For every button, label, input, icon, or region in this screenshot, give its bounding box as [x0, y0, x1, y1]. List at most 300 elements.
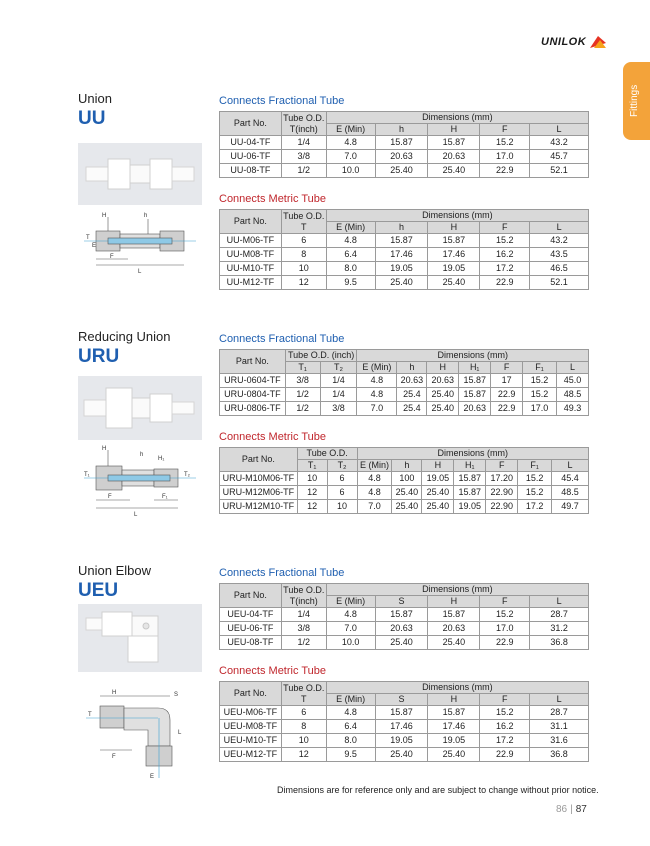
drawing-label-t1: T₁ — [84, 472, 90, 478]
table-cell: 4.8 — [326, 234, 375, 248]
table-row — [220, 136, 589, 150]
page-number-left: 86 — [556, 804, 568, 815]
table-cell: 31.2 — [530, 622, 589, 636]
table-cell: 25.40 — [422, 500, 454, 514]
table-row — [220, 112, 589, 124]
table-cell: 4.8 — [357, 472, 392, 486]
table-cell: 25.40 — [427, 402, 459, 416]
table-cell: UEU-06-TF — [220, 622, 282, 636]
th-h1: H₁ — [454, 460, 486, 472]
table-cell: 19.05 — [428, 262, 480, 276]
table-cell: 22.9 — [480, 276, 530, 290]
table-cell: 15.87 — [459, 388, 491, 402]
table-cell: 15.2 — [480, 136, 530, 150]
table-row — [220, 706, 589, 720]
table-cell: 28.7 — [530, 608, 589, 622]
table-cell: 25.4 — [397, 388, 427, 402]
th-tube-od: Tube O.D. (inch) — [285, 350, 357, 362]
table-row — [220, 388, 589, 402]
table-cell: 10 — [281, 734, 326, 748]
table-cell: 20.63 — [428, 150, 480, 164]
table-cell: 7.0 — [326, 150, 375, 164]
table-cell: 43.2 — [530, 234, 589, 248]
table-cell: 17.46 — [375, 248, 428, 262]
th-l: L — [530, 124, 589, 136]
technical-drawing-ueu — [78, 684, 202, 782]
table-cell: UU-M12-TF — [220, 276, 282, 290]
table-cell: URU-0804-TF — [220, 388, 286, 402]
side-tab-label: Fittings — [629, 84, 640, 117]
table-cell: 17.20 — [486, 472, 518, 486]
unilok-logo — [541, 34, 608, 50]
table-row — [220, 720, 589, 734]
table-cell: 1/2 — [281, 164, 326, 178]
table-cell: 20.63 — [459, 402, 491, 416]
section-title-union: Union — [78, 91, 112, 106]
table-cell: 36.8 — [530, 636, 589, 650]
page-numbers — [556, 804, 587, 815]
th-s: S — [375, 596, 428, 608]
table-ueu-metric — [219, 681, 589, 762]
drawing-label-l: L — [134, 512, 138, 518]
table-cell: 16.2 — [480, 720, 530, 734]
table-cell: 8 — [281, 720, 326, 734]
th-dimensions: Dimensions (mm) — [326, 682, 588, 694]
table-cell: 15.87 — [428, 608, 480, 622]
table-cell: 6 — [281, 706, 326, 720]
table-cell: 22.9 — [480, 636, 530, 650]
table-cell: 1/4 — [320, 388, 357, 402]
th-t1: T₁ — [297, 460, 327, 472]
table-cell: 9.5 — [326, 276, 375, 290]
table-row — [220, 402, 589, 416]
table-row — [220, 248, 589, 262]
table-cell: 3/8 — [281, 622, 326, 636]
drawing-label-h-lower: h — [144, 213, 148, 219]
drawing-label-l: L — [138, 269, 142, 275]
table-cell: 25.40 — [428, 748, 480, 762]
side-tab-fittings[interactable] — [623, 62, 650, 140]
table-cell: 19.05 — [375, 734, 428, 748]
table-cell: UEU-M12-TF — [220, 748, 282, 762]
table-ueu-fractional — [219, 583, 589, 650]
table-cell: 22.9 — [491, 388, 523, 402]
th-dimensions: Dimensions (mm) — [326, 210, 588, 222]
table-cell: 22.9 — [491, 402, 523, 416]
table-row — [220, 748, 589, 762]
table-row — [220, 486, 589, 500]
table-cell: 16.2 — [480, 248, 530, 262]
table-cell: 17.2 — [480, 734, 530, 748]
table-cell: 12 — [297, 500, 327, 514]
caption-uu-fractional: Connects Fractional Tube — [219, 95, 345, 107]
th-f: F — [480, 596, 530, 608]
drawing-label-h-upper: H — [102, 446, 107, 452]
table-cell: 1/2 — [285, 402, 320, 416]
drawing-label-s: S — [174, 692, 179, 698]
table-cell: 31.6 — [530, 734, 589, 748]
caption-ueu-metric: Connects Metric Tube — [219, 665, 326, 677]
table-row — [220, 210, 589, 222]
table-cell: 15.2 — [518, 486, 552, 500]
table-cell: 25.40 — [428, 164, 480, 178]
th-t2: T₂ — [327, 460, 357, 472]
th-l: L — [530, 596, 589, 608]
th-e-min: E (Min) — [326, 596, 375, 608]
table-cell: 25.40 — [375, 164, 428, 178]
table-cell: 25.40 — [422, 486, 454, 500]
th-l: L — [557, 362, 589, 374]
table-cell: 15.87 — [375, 136, 428, 150]
table-cell: 19.05 — [428, 734, 480, 748]
section-title-reducing-union: Reducing Union — [78, 329, 171, 344]
table-cell: 6.4 — [326, 248, 375, 262]
th-part-no: Part No. — [220, 112, 282, 136]
th-t2: T₂ — [320, 362, 357, 374]
th-tube-od: Tube O.D. T — [283, 682, 325, 704]
table-row — [220, 608, 589, 622]
table-cell: 17.0 — [523, 402, 557, 416]
table-cell: 25.4 — [397, 402, 427, 416]
th-t1: T₁ — [285, 362, 320, 374]
table-cell: URU-M12M06-TF — [220, 486, 298, 500]
th-tube-od: Tube O.D. T(inch) — [283, 584, 325, 606]
logo-mark-icon — [588, 34, 608, 50]
drawing-label-f: F — [112, 754, 116, 760]
th-f1: F₁ — [523, 362, 557, 374]
th-e-min: E (Min) — [326, 124, 375, 136]
product-photo-uru — [78, 376, 202, 440]
table-cell: URU-0806-TF — [220, 402, 286, 416]
table-row — [220, 734, 589, 748]
table-cell: 46.5 — [530, 262, 589, 276]
drawing-label-h-lower: h — [140, 452, 144, 458]
table-cell: UU-M06-TF — [220, 234, 282, 248]
table-cell: 15.87 — [428, 234, 480, 248]
disclaimer-note: Dimensions are for reference only and are subject to change without prior notice. — [277, 785, 599, 795]
product-photo-uu — [78, 143, 202, 205]
table-cell: 52.1 — [530, 276, 589, 290]
table-uu-fractional — [219, 111, 589, 178]
table-cell: 17.46 — [375, 720, 428, 734]
table-cell: 17.2 — [518, 500, 552, 514]
th-f: F — [480, 694, 530, 706]
table-cell: 20.63 — [397, 374, 427, 388]
table-cell: 49.3 — [557, 402, 589, 416]
drawing-label-t: T — [88, 712, 92, 718]
drawing-label-h: H — [112, 690, 117, 696]
th-H: H — [428, 124, 480, 136]
table-cell: 12 — [281, 748, 326, 762]
table-cell: 15.2 — [523, 374, 557, 388]
table-cell: 6 — [327, 472, 357, 486]
table-cell: 4.8 — [357, 486, 392, 500]
table-cell: UU-06-TF — [220, 150, 282, 164]
th-h: h — [392, 460, 422, 472]
table-cell: 25.40 — [375, 636, 428, 650]
th-f: F — [480, 222, 530, 234]
drawing-label-h1: H₁ — [158, 456, 165, 462]
table-cell: 15.87 — [454, 472, 486, 486]
table-cell: 25.40 — [375, 276, 428, 290]
th-e-min: E (Min) — [326, 222, 375, 234]
table-cell: 9.5 — [326, 748, 375, 762]
table-cell: 17.46 — [428, 248, 480, 262]
th-dimensions: Dimensions (mm) — [357, 448, 589, 460]
reducing-union-photo-icon — [78, 376, 202, 440]
th-e-min: E (Min) — [357, 460, 392, 472]
th-H: H — [428, 596, 480, 608]
table-cell: 3/8 — [281, 150, 326, 164]
th-part-no: Part No. — [220, 350, 286, 374]
th-part-no: Part No. — [220, 682, 282, 706]
table-cell: 10 — [297, 472, 327, 486]
table-row — [220, 350, 589, 362]
table-cell: 22.9 — [480, 164, 530, 178]
table-cell: 12 — [297, 486, 327, 500]
th-tube-od: Tube O.D. T(inch) — [283, 112, 325, 134]
th-tube-od: Tube O.D. — [297, 448, 357, 460]
table-cell: 17.0 — [480, 150, 530, 164]
table-cell: 15.87 — [428, 136, 480, 150]
table-cell: 15.2 — [480, 608, 530, 622]
table-cell: 6 — [281, 234, 326, 248]
logo-text: UNILOK — [541, 36, 587, 48]
table-cell: 1/2 — [281, 636, 326, 650]
table-cell: 15.2 — [480, 234, 530, 248]
th-part-no: Part No. — [220, 448, 298, 472]
table-cell: 7.0 — [326, 622, 375, 636]
drawing-label-f1: F₁ — [162, 494, 168, 500]
th-dimensions: Dimensions (mm) — [326, 584, 588, 596]
table-row — [220, 682, 589, 694]
drawing-label-f: F — [110, 254, 114, 260]
table-cell: 4.8 — [357, 388, 397, 402]
th-tube-od: Tube O.D. T — [283, 210, 325, 232]
table-row — [220, 276, 589, 290]
table-row — [220, 500, 589, 514]
table-cell: 1/2 — [285, 388, 320, 402]
table-cell: 8 — [281, 248, 326, 262]
th-H: H — [428, 222, 480, 234]
table-cell: 12 — [281, 276, 326, 290]
product-photo-ueu — [78, 604, 202, 672]
page-number-right: 87 — [575, 804, 587, 815]
table-cell: 10.0 — [326, 164, 375, 178]
drawing-label-t: T — [86, 235, 90, 241]
table-cell: 22.90 — [486, 500, 518, 514]
th-part-no: Part No. — [220, 584, 282, 608]
table-row — [220, 448, 589, 460]
section-code-ueu: UEU — [78, 580, 119, 601]
table-cell: URU-M12M10-TF — [220, 500, 298, 514]
table-cell: 15.2 — [518, 472, 552, 486]
table-cell: 4.8 — [357, 374, 397, 388]
th-l: L — [552, 460, 589, 472]
table-cell: 31.1 — [530, 720, 589, 734]
caption-uru-fractional: Connects Fractional Tube — [219, 333, 345, 345]
table-cell: 45.4 — [552, 472, 589, 486]
table-cell: 43.2 — [530, 136, 589, 150]
table-row — [220, 374, 589, 388]
th-H: H — [427, 362, 459, 374]
table-cell: 6.4 — [326, 720, 375, 734]
table-cell: 19.05 — [454, 500, 486, 514]
table-cell: 4.8 — [326, 136, 375, 150]
table-cell: 22.9 — [480, 748, 530, 762]
table-cell: UU-M10-TF — [220, 262, 282, 276]
caption-uu-metric: Connects Metric Tube — [219, 193, 326, 205]
table-cell: 45.0 — [557, 374, 589, 388]
table-cell: UEU-08-TF — [220, 636, 282, 650]
section-code-uru: URU — [78, 346, 120, 367]
table-cell: 25.40 — [375, 748, 428, 762]
table-cell: UU-04-TF — [220, 136, 282, 150]
table-row — [220, 234, 589, 248]
th-dimensions: Dimensions (mm) — [326, 112, 588, 124]
drawing-label-t2: T₂ — [184, 472, 190, 478]
table-cell: 52.1 — [530, 164, 589, 178]
th-f: F — [486, 460, 518, 472]
table-cell: UEU-M06-TF — [220, 706, 282, 720]
table-uru-metric — [219, 447, 589, 514]
table-cell: 48.5 — [552, 486, 589, 500]
table-cell: 10.0 — [326, 636, 375, 650]
table-cell: 20.63 — [428, 622, 480, 636]
th-part-no: Part No. — [220, 210, 282, 234]
table-cell: 25.40 — [392, 500, 422, 514]
th-e-min: E (Min) — [357, 362, 397, 374]
reducing-union-drawing-icon — [78, 442, 202, 520]
table-cell: 10 — [327, 500, 357, 514]
table-cell: 19.05 — [375, 262, 428, 276]
table-cell: 25.40 — [392, 486, 422, 500]
table-cell: UEU-M10-TF — [220, 734, 282, 748]
table-cell: URU-M10M06-TF — [220, 472, 298, 486]
table-cell: UU-08-TF — [220, 164, 282, 178]
table-cell: URU-0604-TF — [220, 374, 286, 388]
drawing-label-l: L — [178, 730, 182, 736]
technical-drawing-uu — [78, 207, 202, 277]
table-cell: 15.87 — [375, 234, 428, 248]
drawing-label-f: F — [108, 494, 112, 500]
table-cell: 22.90 — [486, 486, 518, 500]
table-cell: 1/4 — [281, 608, 326, 622]
table-cell: UU-M08-TF — [220, 248, 282, 262]
table-cell: 4.8 — [326, 706, 375, 720]
table-row — [220, 164, 589, 178]
table-cell: 20.63 — [375, 150, 428, 164]
table-row — [220, 636, 589, 650]
th-h1: H₁ — [459, 362, 491, 374]
table-cell: 17.46 — [428, 720, 480, 734]
table-cell: 6 — [327, 486, 357, 500]
table-row — [220, 262, 589, 276]
table-cell: 36.8 — [530, 748, 589, 762]
table-cell: 15.87 — [428, 706, 480, 720]
technical-drawing-uru — [78, 442, 202, 520]
th-h: h — [375, 124, 428, 136]
drawing-label-e: E — [92, 243, 97, 249]
union-drawing-icon — [78, 207, 202, 277]
drawing-label-h-upper: H — [102, 213, 107, 219]
table-cell: 7.0 — [357, 402, 397, 416]
table-cell: 1/4 — [281, 136, 326, 150]
table-row — [220, 584, 589, 596]
table-cell: 20.63 — [375, 622, 428, 636]
table-cell: 7.0 — [357, 500, 392, 514]
table-cell: 8.0 — [326, 262, 375, 276]
table-cell: 15.87 — [454, 486, 486, 500]
table-cell: 10 — [281, 262, 326, 276]
table-cell: UEU-M08-TF — [220, 720, 282, 734]
th-l: L — [530, 694, 589, 706]
table-cell: 100 — [392, 472, 422, 486]
table-cell: 19.05 — [422, 472, 454, 486]
th-l: L — [530, 222, 589, 234]
table-cell: 28.7 — [530, 706, 589, 720]
table-cell: 15.87 — [375, 706, 428, 720]
table-cell: 49.7 — [552, 500, 589, 514]
table-cell: 15.2 — [523, 388, 557, 402]
section-title-union-elbow: Union Elbow — [78, 563, 151, 578]
table-cell: 25.40 — [428, 636, 480, 650]
caption-ueu-fractional: Connects Fractional Tube — [219, 567, 345, 579]
table-cell: 43.5 — [530, 248, 589, 262]
table-cell: 25.40 — [427, 388, 459, 402]
table-cell: 3/8 — [320, 402, 357, 416]
th-H: H — [422, 460, 454, 472]
table-row — [220, 622, 589, 636]
table-cell: 25.40 — [428, 276, 480, 290]
table-cell: 20.63 — [427, 374, 459, 388]
union-photo-icon — [78, 143, 202, 205]
table-cell: 3/8 — [285, 374, 320, 388]
th-h: h — [397, 362, 427, 374]
table-row — [220, 472, 589, 486]
table-cell: 8.0 — [326, 734, 375, 748]
drawing-label-e: E — [150, 774, 155, 780]
th-dimensions: Dimensions (mm) — [357, 350, 589, 362]
table-cell: 48.5 — [557, 388, 589, 402]
table-cell: 17.2 — [480, 262, 530, 276]
table-row — [220, 150, 589, 164]
th-f: F — [491, 362, 523, 374]
th-s: S — [375, 694, 428, 706]
table-uu-metric — [219, 209, 589, 290]
th-f: F — [480, 124, 530, 136]
table-cell: UEU-04-TF — [220, 608, 282, 622]
table-cell: 1/4 — [320, 374, 357, 388]
th-H: H — [428, 694, 480, 706]
th-h: h — [375, 222, 428, 234]
section-code-uu: UU — [78, 108, 106, 129]
page-separator: | — [570, 804, 573, 815]
table-cell: 15.2 — [480, 706, 530, 720]
table-uru-fractional — [219, 349, 589, 416]
table-cell: 17.0 — [480, 622, 530, 636]
table-cell: 17 — [491, 374, 523, 388]
table-cell: 4.8 — [326, 608, 375, 622]
th-f1: F₁ — [518, 460, 552, 472]
th-e-min: E (Min) — [326, 694, 375, 706]
table-cell: 15.87 — [375, 608, 428, 622]
table-cell: 45.7 — [530, 150, 589, 164]
union-elbow-drawing-icon — [78, 684, 202, 782]
union-elbow-photo-icon — [78, 604, 202, 672]
caption-uru-metric: Connects Metric Tube — [219, 431, 326, 443]
table-cell: 15.87 — [459, 374, 491, 388]
